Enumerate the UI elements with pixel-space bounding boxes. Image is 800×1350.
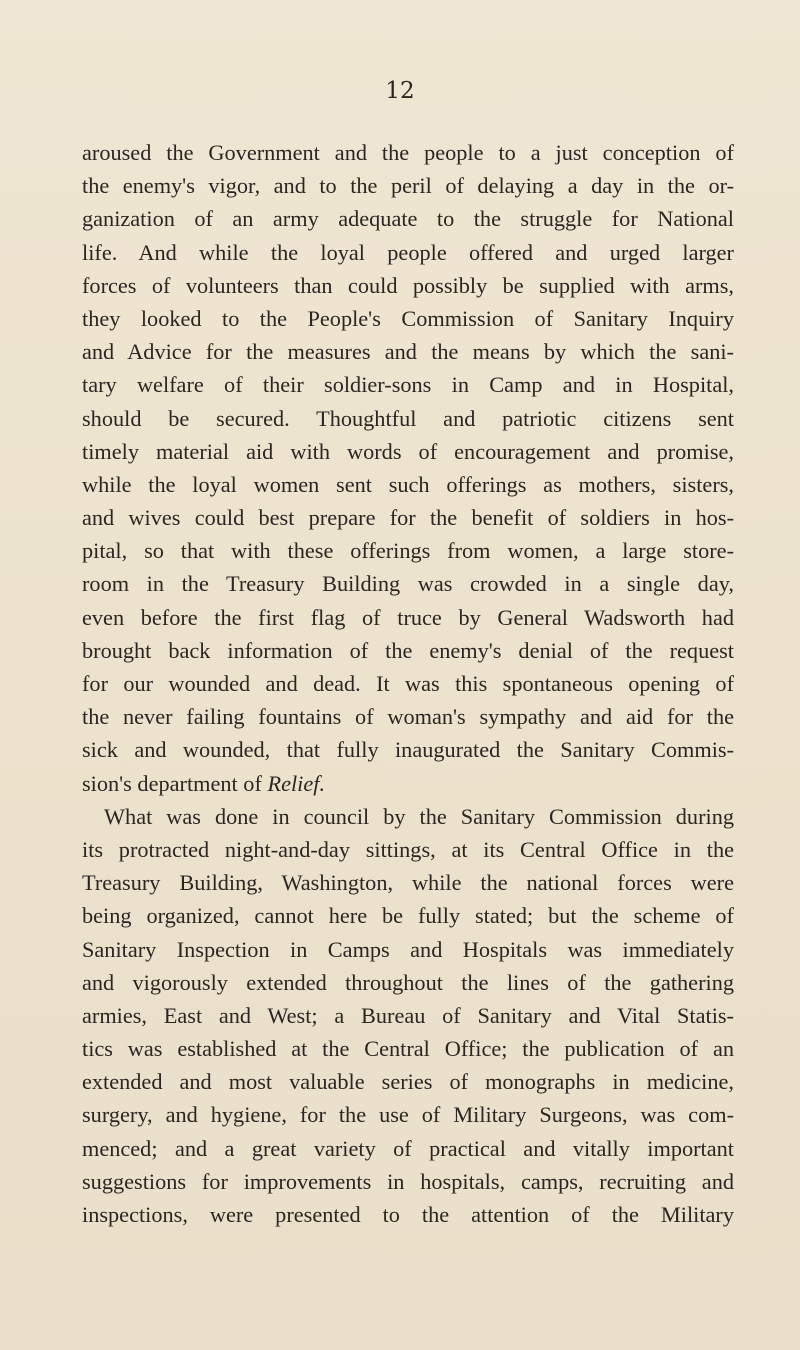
text-line: aroused the Government and the people to a just conception of xyxy=(82,140,734,165)
text-line: menced; and a great variety of practical and vitally important xyxy=(82,1135,734,1161)
text-line: brought back information of the enemy's denial of the request xyxy=(82,637,734,663)
paragraph-start-line: What was done in council by the Sanitary Commission during xyxy=(104,803,734,829)
text-line: inspections, were presented to the attention of the Military xyxy=(82,1202,734,1227)
relief-italic: Relief. xyxy=(267,770,326,796)
text-line: Sanitary Inspection in Camps and Hospitals was immediately xyxy=(82,936,734,962)
text-line: and wives could best prepare for the benefit of soldiers in hos- xyxy=(82,505,734,531)
text-line: its protracted night-and-day sittings, at its Central Office in the xyxy=(82,836,734,862)
text-line: extended and most valuable series of monographs in medicine, xyxy=(82,1069,734,1095)
text-line: they looked to the People's Commission of Sanitary Inquiry xyxy=(82,305,734,331)
text-line: and vigorously extended throughout the lines of the gathering xyxy=(82,969,734,995)
text-line: the never failing fountains of woman's sympathy and aid for the xyxy=(82,704,734,730)
text-line: Treasury Building, Washington, while the national forces were xyxy=(82,870,734,896)
text-line: the enemy's vigor, and to the peril of delaying a day in the or- xyxy=(82,173,734,199)
text-line: timely material aid with words of encouragement and promise, xyxy=(82,438,734,464)
relief-line-prefix: sion's department of xyxy=(82,770,268,796)
text-line: forces of volunteers than could possibly be supplied with arms, xyxy=(82,272,734,298)
page-number: 12 xyxy=(385,78,415,104)
text-line: room in the Treasury Building was crowded in a single day, xyxy=(82,571,734,597)
text-line: surgery, and hygiene, for the use of Military Surgeons, was com- xyxy=(82,1102,734,1128)
text-line: ganization of an army adequate to the struggle for National xyxy=(82,206,734,232)
text-line: sick and wounded, that fully inaugurated the Sanitary Commis- xyxy=(82,737,734,763)
text-line: tics was established at the Central Office; the publication of an xyxy=(82,1036,734,1062)
text-line: should be secured. Thoughtful and patriotic citizens sent xyxy=(82,405,734,431)
text-line: for our wounded and dead. It was this spontaneous opening of xyxy=(82,671,734,696)
text-line: armies, East and West; a Bureau of Sanitary and Vital Statis- xyxy=(82,1002,734,1028)
text-line: tary welfare of their soldier-sons in Camp and in Hospital, xyxy=(82,372,734,398)
text-line: suggestions for improvements in hospitals, camps, recruiting and xyxy=(82,1168,734,1194)
body-text xyxy=(82,136,734,1231)
text-line: pital, so that with these offerings from women, a large store- xyxy=(82,538,734,564)
text-line: and Advice for the measures and the means by which the sani- xyxy=(82,339,734,365)
text-line: even before the first flag of truce by General Wadsworth had xyxy=(82,604,734,630)
text-line: while the loyal women sent such offerings as mothers, sisters, xyxy=(82,471,734,497)
relief-line xyxy=(82,767,734,800)
text-line: being organized, cannot here be fully stated; but the scheme of xyxy=(82,903,734,929)
text-line: life. And while the loyal people offered and urged larger xyxy=(82,239,734,265)
